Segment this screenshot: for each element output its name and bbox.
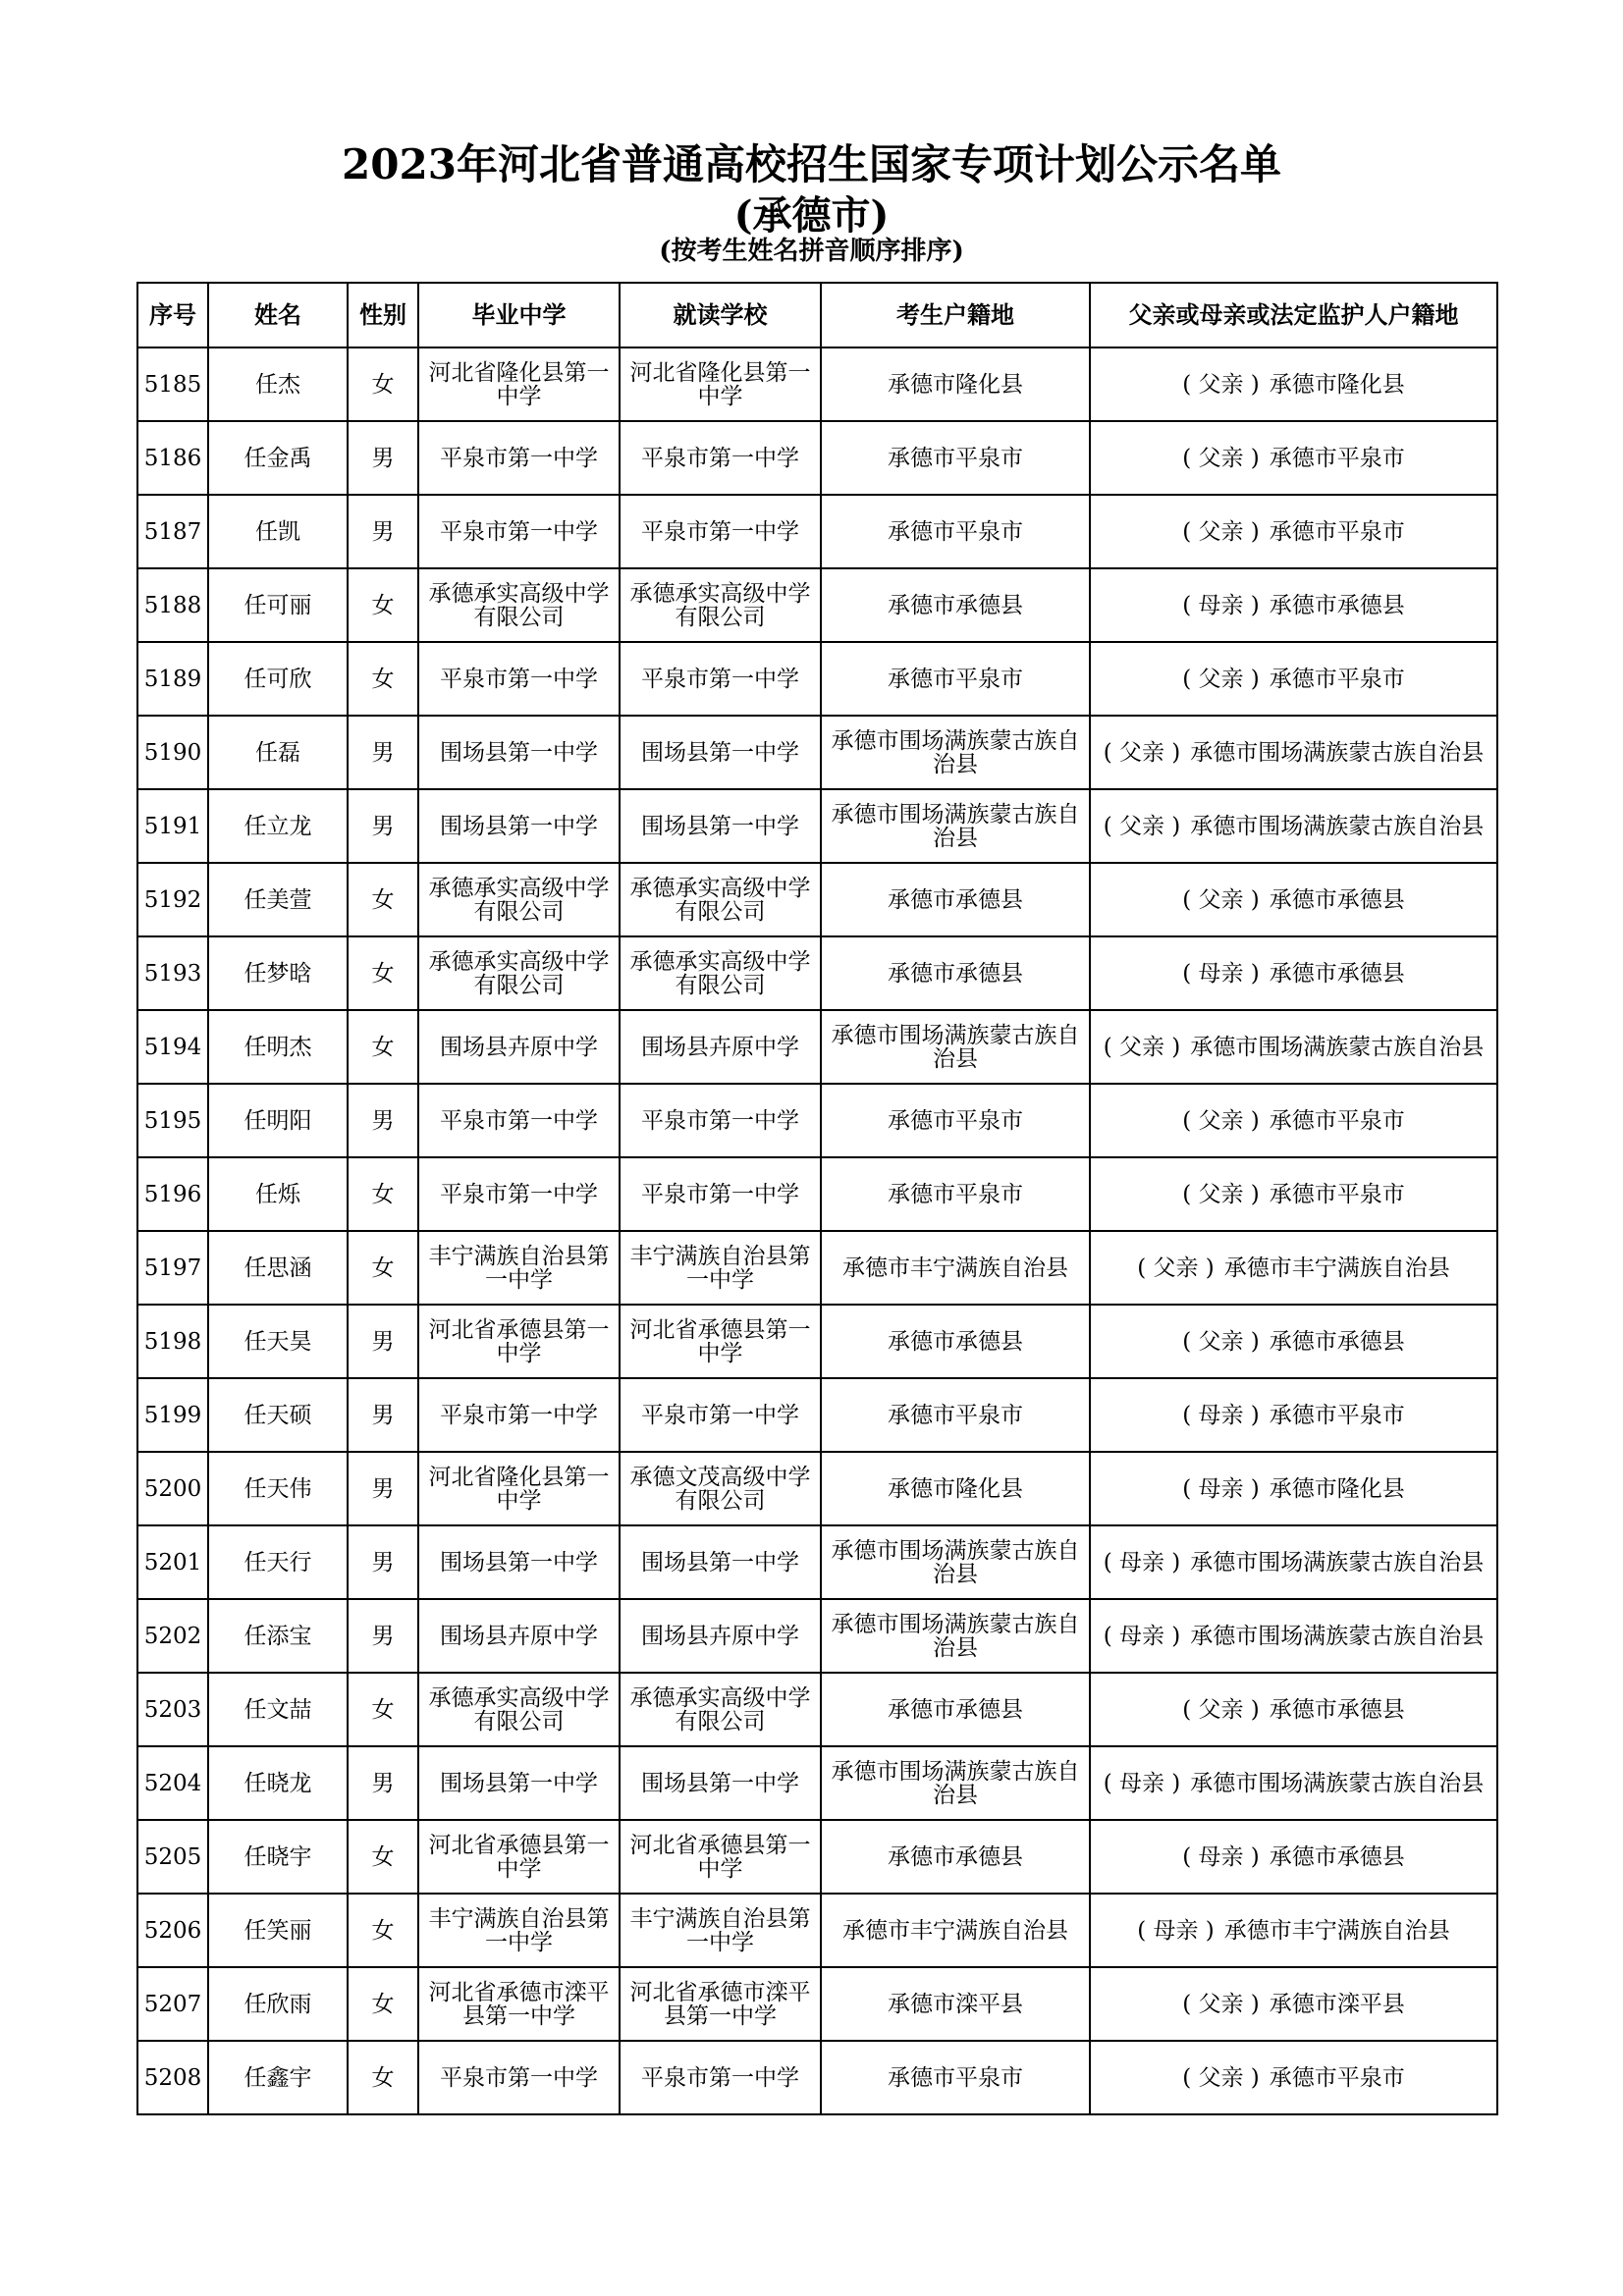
cell-study-school: 河北省承德县第一中学: [620, 1305, 821, 1378]
cell-guardian-hukou: [1090, 2041, 1497, 2114]
guardian-place: 承德市平泉市: [1269, 666, 1405, 692]
cell-study-school: 平泉市第一中学: [620, 1378, 821, 1452]
cell-gender: 男: [348, 1746, 418, 1820]
guardian-relation: ( 父亲 ): [1182, 1107, 1260, 1134]
guardian-place: 承德市滦平县: [1269, 1991, 1405, 2017]
cell-seq: 5193: [137, 936, 208, 1010]
col-header-seq: 序号: [137, 283, 208, 347]
table-row: [137, 1599, 1497, 1673]
cell-seq: 5188: [137, 568, 208, 642]
cell-name: 任晓宇: [208, 1820, 348, 1894]
guardian-relation: ( 父亲 ): [1182, 518, 1260, 545]
cell-seq: 5185: [137, 347, 208, 421]
guardian-place: 承德市围场满族蒙古族自治县: [1190, 1770, 1485, 1796]
guardian-place: 承德市围场满族蒙古族自治县: [1190, 739, 1485, 766]
cell-gender: 男: [348, 789, 418, 863]
cell-study-school: 河北省承德市滦平县第一中学: [620, 1967, 821, 2041]
col-header-grad-school: 毕业中学: [418, 283, 620, 347]
guardian-relation: ( 父亲 ): [1182, 1696, 1260, 1723]
guardian-relation: ( 父亲 ): [1182, 2064, 1260, 2091]
guardian-relation: ( 父亲 ): [1103, 813, 1181, 839]
cell-grad-school: 平泉市第一中学: [418, 1378, 620, 1452]
cell-seq: 5202: [137, 1599, 208, 1673]
guardian-relation: ( 母亲 ): [1137, 1917, 1215, 1944]
cell-hukou: 承德市丰宁满族自治县: [821, 1231, 1090, 1305]
cell-hukou: 承德市围场满族蒙古族自治县: [821, 1010, 1090, 1084]
cell-name: 任文喆: [208, 1673, 348, 1746]
cell-name: 任笑丽: [208, 1894, 348, 1967]
cell-gender: 女: [348, 863, 418, 936]
cell-seq: 5208: [137, 2041, 208, 2114]
cell-hukou: 承德市平泉市: [821, 495, 1090, 568]
cell-study-school: 围场县第一中学: [620, 1525, 821, 1599]
cell-hukou: 承德市围场满族蒙古族自治县: [821, 1746, 1090, 1820]
cell-hukou: 承德市滦平县: [821, 1967, 1090, 2041]
cell-grad-school: 围场县第一中学: [418, 789, 620, 863]
cell-gender: 男: [348, 1305, 418, 1378]
cell-hukou: 承德市平泉市: [821, 421, 1090, 495]
guardian-place: 承德市承德县: [1269, 886, 1405, 913]
cell-guardian-hukou: [1090, 1378, 1497, 1452]
cell-seq: 5190: [137, 716, 208, 789]
table-row: [137, 642, 1497, 716]
cell-hukou: 承德市承德县: [821, 936, 1090, 1010]
table-row: [137, 1525, 1497, 1599]
roster-table: [136, 282, 1498, 2115]
cell-grad-school: 丰宁满族自治县第一中学: [418, 1231, 620, 1305]
cell-study-school: 围场县卉原中学: [620, 1599, 821, 1673]
cell-study-school: 承德承实高级中学有限公司: [620, 936, 821, 1010]
page-title: 2023年河北省普通高校招生国家专项计划公示名单: [342, 140, 1281, 188]
guardian-place: 承德市平泉市: [1269, 1402, 1405, 1428]
cell-grad-school: 平泉市第一中学: [418, 421, 620, 495]
cell-grad-school: 承德承实高级中学有限公司: [418, 1673, 620, 1746]
cell-seq: 5205: [137, 1820, 208, 1894]
guardian-relation: ( 父亲 ): [1182, 1328, 1260, 1355]
cell-seq: 5204: [137, 1746, 208, 1820]
cell-gender: 女: [348, 1010, 418, 1084]
guardian-relation: ( 父亲 ): [1103, 739, 1181, 766]
cell-gender: 女: [348, 1967, 418, 2041]
cell-guardian-hukou: [1090, 1673, 1497, 1746]
cell-name: 任鑫宇: [208, 2041, 348, 2114]
cell-gender: 女: [348, 936, 418, 1010]
cell-grad-school: 平泉市第一中学: [418, 642, 620, 716]
guardian-relation: ( 父亲 ): [1182, 1991, 1260, 2017]
guardian-place: 承德市平泉市: [1269, 1181, 1405, 1207]
col-header-hukou: 考生户籍地: [821, 283, 1090, 347]
cell-study-school: 平泉市第一中学: [620, 421, 821, 495]
guardian-relation: ( 母亲 ): [1182, 592, 1260, 618]
cell-name: 任凯: [208, 495, 348, 568]
cell-name: 任明阳: [208, 1084, 348, 1157]
cell-guardian-hukou: [1090, 495, 1497, 568]
guardian-place: 承德市围场满族蒙古族自治县: [1190, 1034, 1485, 1060]
cell-hukou: 承德市承德县: [821, 863, 1090, 936]
cell-name: 任天硕: [208, 1378, 348, 1452]
cell-seq: 5203: [137, 1673, 208, 1746]
cell-seq: 5195: [137, 1084, 208, 1157]
table-row: [137, 1010, 1497, 1084]
table-row: [137, 568, 1497, 642]
cell-hukou: 承德市围场满族蒙古族自治县: [821, 789, 1090, 863]
cell-grad-school: 丰宁满族自治县第一中学: [418, 1894, 620, 1967]
cell-name: 任天伟: [208, 1452, 348, 1525]
guardian-place: 承德市隆化县: [1269, 371, 1405, 398]
guardian-relation: ( 母亲 ): [1182, 960, 1260, 987]
cell-guardian-hukou: [1090, 716, 1497, 789]
cell-grad-school: 围场县卉原中学: [418, 1599, 620, 1673]
guardian-relation: ( 母亲 ): [1182, 1843, 1260, 1870]
guardian-place: 承德市承德县: [1269, 1696, 1405, 1723]
cell-grad-school: 围场县第一中学: [418, 716, 620, 789]
table-row: [137, 1231, 1497, 1305]
cell-name: 任梦晗: [208, 936, 348, 1010]
cell-guardian-hukou: [1090, 1746, 1497, 1820]
cell-name: 任明杰: [208, 1010, 348, 1084]
table-row: [137, 1820, 1497, 1894]
table-row: [137, 1894, 1497, 1967]
guardian-relation: ( 父亲 ): [1182, 886, 1260, 913]
guardian-place: 承德市平泉市: [1269, 2064, 1405, 2091]
table-row: [137, 789, 1497, 863]
cell-guardian-hukou: [1090, 1305, 1497, 1378]
cell-grad-school: 河北省承德县第一中学: [418, 1820, 620, 1894]
cell-grad-school: 承德承实高级中学有限公司: [418, 936, 620, 1010]
guardian-relation: ( 母亲 ): [1182, 1402, 1260, 1428]
cell-gender: 男: [348, 716, 418, 789]
cell-gender: 女: [348, 1231, 418, 1305]
cell-name: 任可丽: [208, 568, 348, 642]
table-body: [137, 347, 1497, 2114]
cell-hukou: 承德市平泉市: [821, 2041, 1090, 2114]
cell-name: 任美萱: [208, 863, 348, 936]
cell-seq: 5186: [137, 421, 208, 495]
table-row: [137, 2041, 1497, 2114]
cell-grad-school: 平泉市第一中学: [418, 1157, 620, 1231]
cell-guardian-hukou: [1090, 568, 1497, 642]
cell-study-school: 承德文茂高级中学有限公司: [620, 1452, 821, 1525]
cell-study-school: 平泉市第一中学: [620, 1084, 821, 1157]
table-row: [137, 347, 1497, 421]
guardian-place: 承德市平泉市: [1269, 1107, 1405, 1134]
cell-hukou: 承德市围场满族蒙古族自治县: [821, 1525, 1090, 1599]
cell-study-school: 丰宁满族自治县第一中学: [620, 1894, 821, 1967]
table-row: [137, 716, 1497, 789]
cell-seq: 5198: [137, 1305, 208, 1378]
guardian-relation: ( 母亲 ): [1103, 1770, 1181, 1796]
cell-name: 任晓龙: [208, 1746, 348, 1820]
cell-hukou: 承德市承德县: [821, 1820, 1090, 1894]
cell-guardian-hukou: [1090, 863, 1497, 936]
table-row: [137, 495, 1497, 568]
guardian-place: 承德市围场满族蒙古族自治县: [1190, 1623, 1485, 1649]
cell-grad-school: 河北省承德市滦平县第一中学: [418, 1967, 620, 2041]
cell-hukou: 承德市围场满族蒙古族自治县: [821, 716, 1090, 789]
cell-seq: 5197: [137, 1231, 208, 1305]
cell-seq: 5191: [137, 789, 208, 863]
table-row: [137, 863, 1497, 936]
cell-study-school: 平泉市第一中学: [620, 495, 821, 568]
guardian-relation: ( 父亲 ): [1103, 1034, 1181, 1060]
cell-study-school: 河北省承德县第一中学: [620, 1820, 821, 1894]
cell-guardian-hukou: [1090, 1231, 1497, 1305]
guardian-relation: ( 父亲 ): [1182, 1181, 1260, 1207]
cell-hukou: 承德市平泉市: [821, 642, 1090, 716]
col-header-name: 姓名: [208, 283, 348, 347]
cell-guardian-hukou: [1090, 1157, 1497, 1231]
cell-name: 任可欣: [208, 642, 348, 716]
table-row: [137, 936, 1497, 1010]
page-subtitle: (承德市): [733, 192, 890, 239]
guardian-relation: ( 母亲 ): [1103, 1549, 1181, 1575]
cell-gender: 女: [348, 642, 418, 716]
cell-seq: 5199: [137, 1378, 208, 1452]
cell-gender: 女: [348, 1820, 418, 1894]
cell-gender: 男: [348, 495, 418, 568]
cell-grad-school: 承德承实高级中学有限公司: [418, 568, 620, 642]
cell-study-school: 平泉市第一中学: [620, 642, 821, 716]
guardian-relation: ( 父亲 ): [1137, 1255, 1215, 1281]
cell-grad-school: 围场县卉原中学: [418, 1010, 620, 1084]
cell-seq: 5201: [137, 1525, 208, 1599]
guardian-relation: ( 父亲 ): [1182, 666, 1260, 692]
guardian-place: 承德市丰宁满族自治县: [1223, 1255, 1450, 1281]
guardian-place: 承德市平泉市: [1269, 445, 1405, 471]
cell-guardian-hukou: [1090, 936, 1497, 1010]
guardian-relation: ( 父亲 ): [1182, 445, 1260, 471]
cell-guardian-hukou: [1090, 1010, 1497, 1084]
guardian-place: 承德市丰宁满族自治县: [1223, 1917, 1450, 1944]
cell-guardian-hukou: [1090, 1084, 1497, 1157]
col-header-gender: 性别: [348, 283, 418, 347]
cell-guardian-hukou: [1090, 1452, 1497, 1525]
cell-hukou: 承德市承德县: [821, 1305, 1090, 1378]
table-row: [137, 1967, 1497, 2041]
cell-study-school: 承德承实高级中学有限公司: [620, 1673, 821, 1746]
cell-hukou: 承德市平泉市: [821, 1157, 1090, 1231]
cell-study-school: 围场县第一中学: [620, 1746, 821, 1820]
col-header-guardian-hukou: 父亲或母亲或法定监护人户籍地: [1090, 283, 1497, 347]
table-header-row: [137, 283, 1497, 347]
cell-gender: 女: [348, 568, 418, 642]
cell-seq: 5192: [137, 863, 208, 936]
cell-seq: 5189: [137, 642, 208, 716]
cell-name: 任烁: [208, 1157, 348, 1231]
cell-seq: 5200: [137, 1452, 208, 1525]
cell-guardian-hukou: [1090, 1599, 1497, 1673]
cell-guardian-hukou: [1090, 1967, 1497, 2041]
cell-grad-school: 河北省隆化县第一中学: [418, 1452, 620, 1525]
cell-grad-school: 平泉市第一中学: [418, 495, 620, 568]
cell-grad-school: 平泉市第一中学: [418, 1084, 620, 1157]
col-header-study-school: 就读学校: [620, 283, 821, 347]
table-row: [137, 1305, 1497, 1378]
cell-grad-school: 围场县第一中学: [418, 1746, 620, 1820]
cell-seq: 5206: [137, 1894, 208, 1967]
cell-gender: 男: [348, 421, 418, 495]
table-row: [137, 1157, 1497, 1231]
cell-study-school: 平泉市第一中学: [620, 2041, 821, 2114]
cell-hukou: 承德市平泉市: [821, 1378, 1090, 1452]
cell-gender: 女: [348, 347, 418, 421]
table-row: [137, 1673, 1497, 1746]
guardian-relation: ( 母亲 ): [1103, 1623, 1181, 1649]
table-row: [137, 421, 1497, 495]
cell-name: 任添宝: [208, 1599, 348, 1673]
guardian-relation: ( 父亲 ): [1182, 371, 1260, 398]
table-row: [137, 1452, 1497, 1525]
guardian-place: 承德市承德县: [1269, 1843, 1405, 1870]
cell-grad-school: 河北省隆化县第一中学: [418, 347, 620, 421]
guardian-place: 承德市承德县: [1269, 1328, 1405, 1355]
cell-guardian-hukou: [1090, 347, 1497, 421]
cell-gender: 男: [348, 1084, 418, 1157]
cell-seq: 5187: [137, 495, 208, 568]
cell-study-school: 围场县第一中学: [620, 789, 821, 863]
cell-hukou: 承德市隆化县: [821, 1452, 1090, 1525]
cell-seq: 5207: [137, 1967, 208, 2041]
cell-guardian-hukou: [1090, 421, 1497, 495]
cell-gender: 男: [348, 1599, 418, 1673]
cell-guardian-hukou: [1090, 789, 1497, 863]
cell-study-school: 丰宁满族自治县第一中学: [620, 1231, 821, 1305]
cell-hukou: 承德市丰宁满族自治县: [821, 1894, 1090, 1967]
cell-gender: 女: [348, 1894, 418, 1967]
cell-guardian-hukou: [1090, 1894, 1497, 1967]
cell-grad-school: 承德承实高级中学有限公司: [418, 863, 620, 936]
cell-hukou: 承德市围场满族蒙古族自治县: [821, 1599, 1090, 1673]
cell-gender: 女: [348, 2041, 418, 2114]
sort-note: (按考生姓名拼音顺序排序): [659, 237, 964, 266]
cell-name: 任立龙: [208, 789, 348, 863]
cell-gender: 男: [348, 1452, 418, 1525]
table-row: [137, 1746, 1497, 1820]
cell-grad-school: 河北省承德县第一中学: [418, 1305, 620, 1378]
cell-name: 任天行: [208, 1525, 348, 1599]
cell-seq: 5194: [137, 1010, 208, 1084]
guardian-place: 承德市承德县: [1269, 592, 1405, 618]
cell-study-school: 围场县卉原中学: [620, 1010, 821, 1084]
guardian-place: 承德市隆化县: [1269, 1475, 1405, 1502]
cell-name: 任欣雨: [208, 1967, 348, 2041]
cell-gender: 男: [348, 1378, 418, 1452]
cell-gender: 男: [348, 1525, 418, 1599]
cell-grad-school: 围场县第一中学: [418, 1525, 620, 1599]
cell-guardian-hukou: [1090, 642, 1497, 716]
cell-hukou: 承德市平泉市: [821, 1084, 1090, 1157]
cell-hukou: 承德市承德县: [821, 568, 1090, 642]
cell-study-school: 平泉市第一中学: [620, 1157, 821, 1231]
guardian-relation: ( 母亲 ): [1182, 1475, 1260, 1502]
cell-study-school: 承德承实高级中学有限公司: [620, 863, 821, 936]
cell-name: 任杰: [208, 347, 348, 421]
cell-grad-school: 平泉市第一中学: [418, 2041, 620, 2114]
cell-guardian-hukou: [1090, 1820, 1497, 1894]
cell-seq: 5196: [137, 1157, 208, 1231]
cell-study-school: 围场县第一中学: [620, 716, 821, 789]
guardian-place: 承德市围场满族蒙古族自治县: [1190, 1549, 1485, 1575]
cell-name: 任思涵: [208, 1231, 348, 1305]
table-row: [137, 1084, 1497, 1157]
cell-study-school: 河北省隆化县第一中学: [620, 347, 821, 421]
cell-hukou: 承德市隆化县: [821, 347, 1090, 421]
guardian-place: 承德市围场满族蒙古族自治县: [1190, 813, 1485, 839]
cell-name: 任天昊: [208, 1305, 348, 1378]
guardian-place: 承德市承德县: [1269, 960, 1405, 987]
cell-name: 任金禹: [208, 421, 348, 495]
cell-gender: 女: [348, 1157, 418, 1231]
guardian-place: 承德市平泉市: [1269, 518, 1405, 545]
cell-name: 任磊: [208, 716, 348, 789]
table-row: [137, 1378, 1497, 1452]
cell-hukou: 承德市承德县: [821, 1673, 1090, 1746]
cell-study-school: 承德承实高级中学有限公司: [620, 568, 821, 642]
cell-guardian-hukou: [1090, 1525, 1497, 1599]
cell-gender: 女: [348, 1673, 418, 1746]
